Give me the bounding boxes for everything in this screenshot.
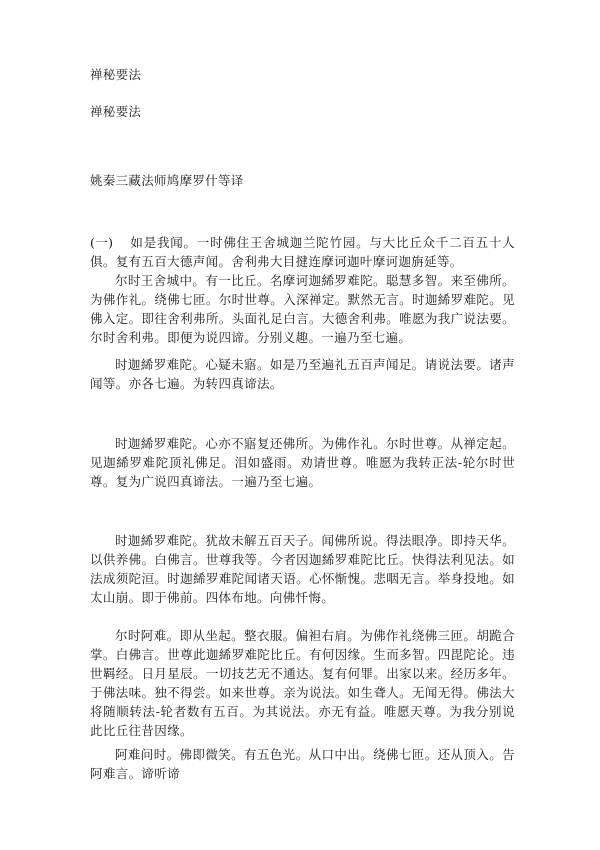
paragraph-2 — [90, 271, 515, 347]
paragraph-1 — [90, 233, 515, 271]
paragraph-text: 尔时阿难。即从坐起。整衣服。偏袒右肩。为佛作礼绕佛三匝。胡跪合掌。白佛言。世尊此迦絺罗难陀比丘。有何因缘。生而多智。四毘陀论。违世羁经。日月星辰。一切技艺无不通达。复有何罪。出家以来。经历多年。于佛法味。独不得尝。如来世尊。亲为说法。如生聋人。无闻无得。佛法大将随顺转法-轮者数有五百。为其说法。亦无有益。唯愿天尊。为我分别说此比丘往昔因缘。 — [90, 628, 515, 738]
paragraph-text: 阿难问时。佛即微笑。有五色光。从口中出。绕佛七匝。还从顶入。告阿难言。谛听谛 — [90, 747, 515, 781]
translator-credit: 姚秦三藏法师鸠摩罗什等译 — [90, 173, 244, 188]
paragraph-text: 时迦絺罗难陀。犹故未解五百天子。闻佛所说。得法眼净。即持天华。以供养佛。白佛言。世尊我等。今者因迦絺罗难陀比丘。快得法利见法。如法成须陀洹。时迦絺罗难陀闻诸天语。心怀惭愧。悲咽无言。举身投地。如太山崩。即于佛前。四体布地。向佛忏悔。 — [90, 533, 515, 605]
paragraph-6 — [90, 626, 515, 740]
paragraph-5 — [90, 531, 515, 607]
document-title: 禅秘要法 — [90, 67, 142, 82]
paragraph-text: 时迦絺罗难陀。心亦不寤复还佛所。为佛作礼。尔时世尊。从禅定起。见迦絺罗难陀顶礼佛足。泪如盛雨。劝请世尊。唯愿为我转正法-轮尔时世尊。复为广说四真谛法。一遍乃至七遍。 — [90, 436, 515, 489]
paragraph-text: 尔时王舍城中。有一比丘。名摩诃迦絺罗难陀。聪慧多智。来至佛所。为佛作礼。绕佛七匝。尔时世尊。入深禅定。默然无言。时迦絺罗难陀。见佛入定。即往舍利弗所。头面礼足白言。大德舍利弗。唯愿为我广说法要。尔时舍利弗。即便为说四谛。分别义趣。一遍乃至七遍。 — [90, 273, 515, 345]
paragraph-text: 时迦絺罗难陀。心疑未寤。如是乃至遍礼五百声闻足。请说法要。诸声闻等。亦各七遍。为转四真谛法。 — [90, 357, 515, 391]
paragraph-3 — [90, 355, 515, 393]
paragraph-7 — [90, 745, 515, 783]
document-subtitle: 禅秘要法 — [90, 104, 142, 119]
paragraph-text: 如是我闻。一时佛住王舍城迦兰陀竹园。与大比丘众千二百五十人俱。复有五百大德声闻。舍利弗大目揵连摩诃迦叶摩诃迦旃延等。 — [90, 235, 515, 269]
paragraph-4 — [90, 434, 515, 491]
section-marker: (一) — [90, 235, 114, 250]
